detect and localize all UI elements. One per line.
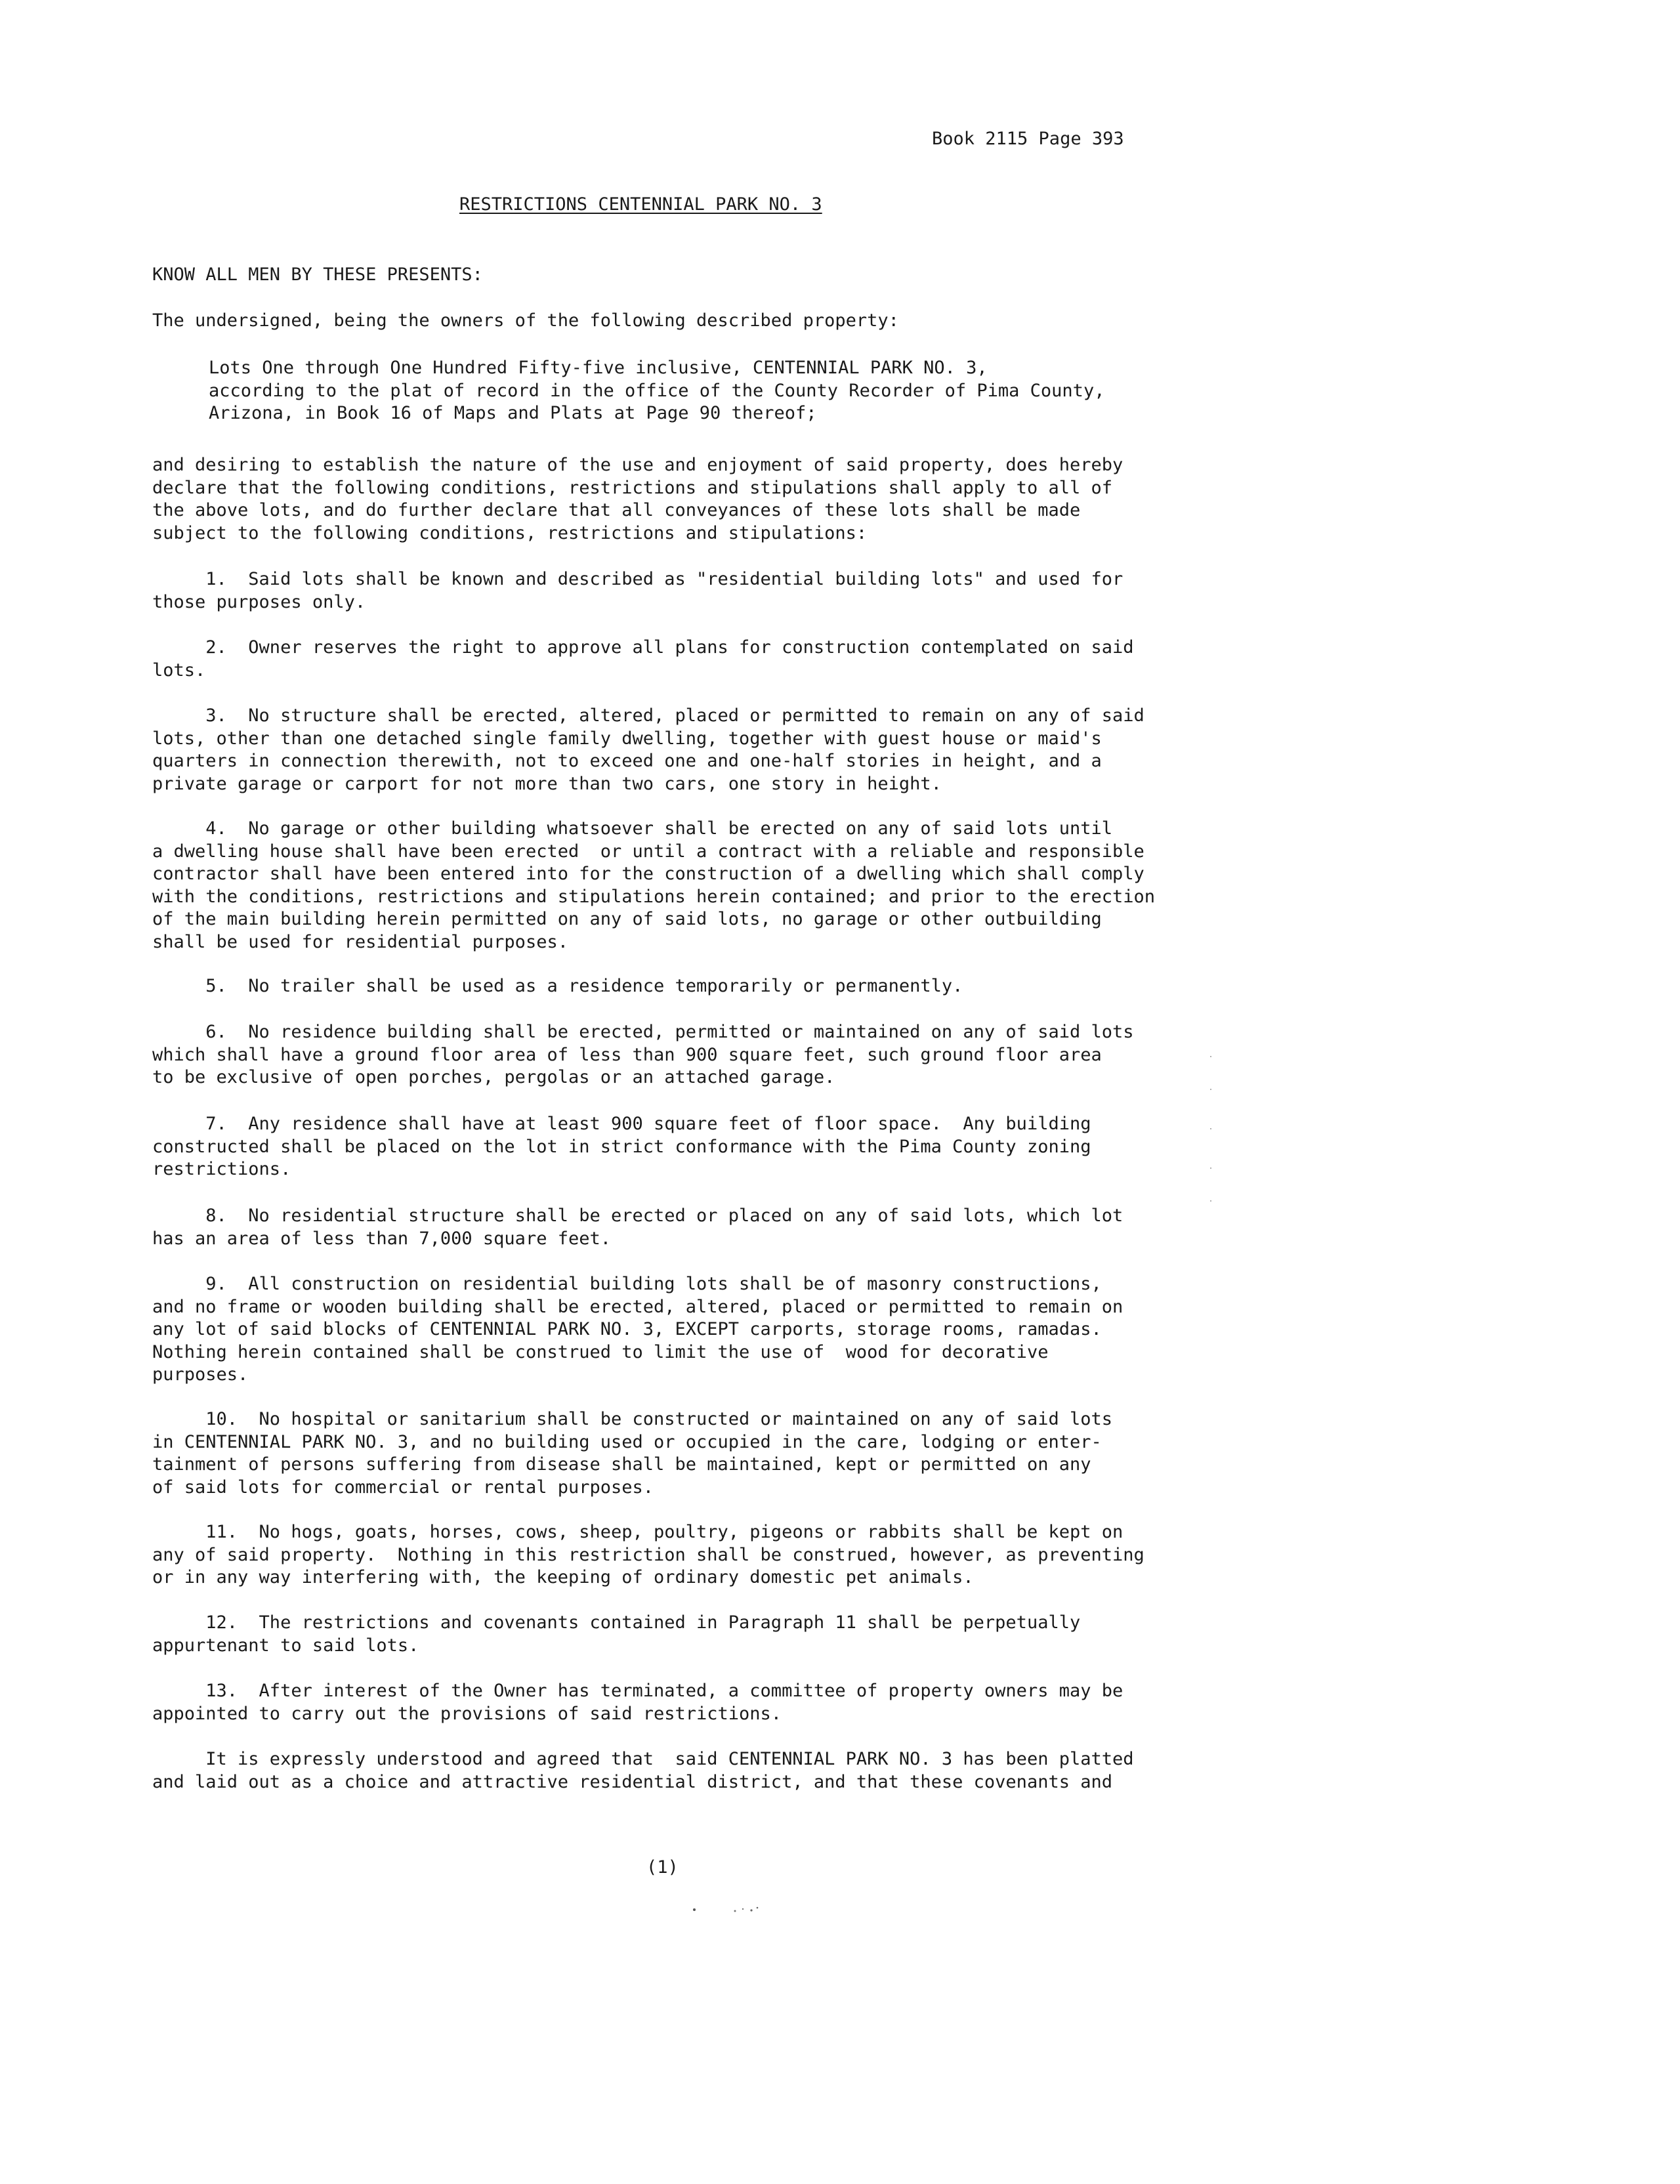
- opening-line: KNOW ALL MEN BY THESE PRESENTS:: [152, 264, 483, 285]
- closing-paragraph: It is expressly understood and agreed that said CENTENNIAL PARK NO. 3 has been platted and laid out as a choice and attractive residential district, and that these covenants and: [152, 1749, 1134, 1792]
- restriction-9: 9. All construction on residential building lots shall be of masonry constructions, and no frame or wooden building shall be erected, altered, placed or permitted to remain on any lot of said blocks of CENTENNIAL PARK NO. 3, EXCEPT carports, storage rooms, ramadas. Nothing herein contained shall be construed to limit the use of wood for decorative purposes.: [152, 1274, 1124, 1385]
- restriction-3: 3. No structure shall be erected, altered, placed or permitted to remain on any of said lots, other than one detached single family dwelling, together with guest house or maid's quarters in connection therewith, not to exceed one and one-half stories in height, and a private garage or carport for not more than two cars, one story in height.: [152, 705, 1144, 794]
- scan-specks: [689, 1903, 788, 1916]
- page-number: (1): [646, 1857, 679, 1878]
- restriction-11: 11. No hogs, goats, horses, cows, sheep, poultry, pigeons or rabbits shall be kept on any of said property. Nothing in this restriction shall be construed, however, as preventing or in any way interfering with, the keeping of ordinary domestic pet animals.: [152, 1522, 1144, 1587]
- scan-margin-marks: [1208, 1050, 1214, 1208]
- restriction-1: 1. Said lots shall be known and described as "residential building lots" and used for those purposes only.: [152, 569, 1124, 612]
- restriction-8: 8. No residential structure shall be erected or placed on any of said lots, which lot has an area of less than 7,000 square feet.: [152, 1206, 1124, 1249]
- restriction-12: 12. The restrictions and covenants contained in Paragraph 11 shall be perpetually appurtenant to said lots.: [152, 1612, 1081, 1656]
- restriction-13: 13. After interest of the Owner has terminated, a committee of property owners may be appointed to carry out the provisions of said restrictions.: [152, 1681, 1124, 1724]
- intro-paragraph: The undersigned, being the owners of the following described property:: [152, 310, 899, 331]
- restriction-7: 7. Any residence shall have at least 900 square feet of floor space. Any building constructed shall be placed on the lot in strict conformance with the Pima County zoning restrictions.: [152, 1114, 1091, 1179]
- book-page-reference: Book 2115 Page 393: [932, 129, 1124, 149]
- restriction-6: 6. No residence building shall be erected, permitted or maintained on any of said lots which shall have a ground floor area of less than 900 square feet, such ground floor area to be exclusive of open porches, pergolas or an attached garage.: [152, 1022, 1134, 1087]
- declaration-paragraph: and desiring to establish the nature of the use and enjoyment of said property, does hereby declare that the following conditions, restrictions and stipulations shall apply to all of the above lots, and do further declare that all conveyances of these lots shall be made subject to the following conditions, restrictions and stipulations:: [152, 455, 1124, 543]
- property-description: Lots One through One Hundred Fifty-five inclusive, CENTENNIAL PARK NO. 3, according to the plat of record in the office of the County Recorder of Pima County, Arizona, in Book 16 of Maps and Plats at Page 90 thereof;: [209, 358, 1105, 423]
- restriction-5: 5. No trailer shall be used as a residence temporarily or permanently.: [152, 976, 963, 996]
- restriction-4: 4. No garage or other building whatsoever shall be erected on any of said lots until a dwelling house shall have been erected or until a contract with a reliable and responsible contractor shall have been entered into for the construction of a dwelling which shall comply with the conditions, restrictions and stipulations herein contained; and prior to the erection of the main building herein permitted on any of said lots, no garage or other outbuilding shall be used for residential purposes.: [152, 818, 1156, 952]
- restriction-2: 2. Owner reserves the right to approve all plans for construction contemplated on said lots.: [152, 637, 1134, 681]
- document-title: RESTRICTIONS CENTENNIAL PARK NO. 3: [459, 194, 822, 215]
- restriction-10: 10. No hospital or sanitarium shall be constructed or maintained on any of said lots in CENTENNIAL PARK NO. 3, and no building used or occupied in the care, lodging or enter- tainment of persons suffering from disease shall be maintained, kept or permitted on any of said lots for commercial or rental purposes.: [152, 1409, 1112, 1498]
